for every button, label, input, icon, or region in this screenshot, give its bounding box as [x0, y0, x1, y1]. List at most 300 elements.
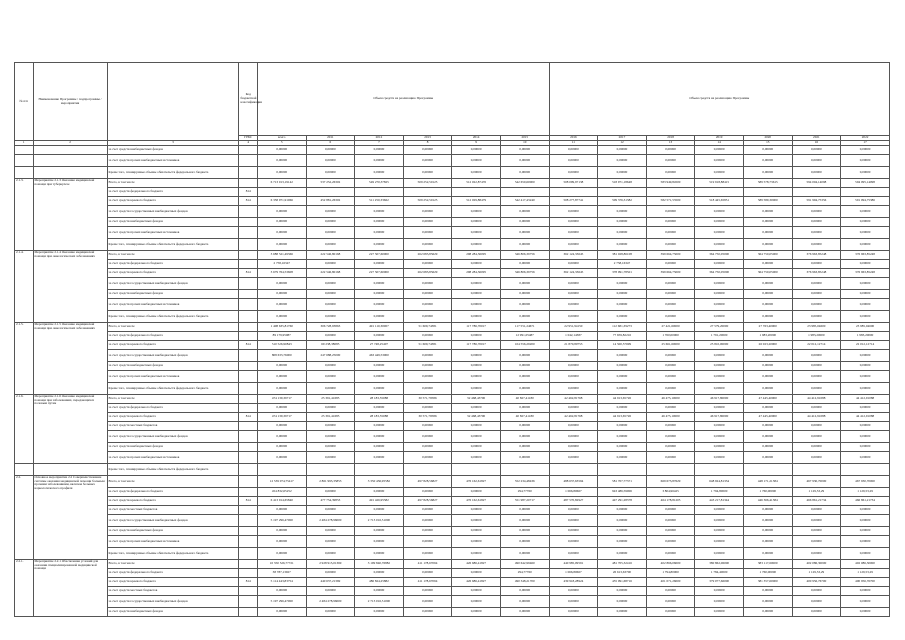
grbs-code: [239, 569, 258, 578]
amount-cell: 0,00000: [403, 290, 452, 299]
header-col-code-sub: ГРБС: [239, 136, 258, 141]
amount-cell: 0,00000: [452, 332, 501, 341]
amount-cell: 0,00000: [306, 527, 355, 536]
amount-cell: 0,00000: [598, 383, 647, 395]
amount-cell: 452 881,26302: [306, 197, 355, 206]
grbs-code: [239, 515, 258, 527]
amount-cell: 0,00000: [743, 404, 792, 413]
amount-cell: 509 252,50125: [403, 179, 452, 188]
amount-cell: 0,00000: [549, 290, 598, 299]
amount-cell: 0,00000: [403, 431, 452, 443]
amount-cell: 0,00000: [792, 596, 841, 608]
amount-cell: 0,00000: [403, 362, 452, 371]
amount-cell: 508 099,97138: [549, 179, 598, 188]
amount-cell: 0,00000: [452, 608, 501, 617]
amount-cell: 0,00000: [646, 290, 695, 299]
amount-cell: 402 086,30000: [841, 560, 890, 569]
amount-cell: 46 475,10000: [646, 395, 695, 404]
amount-cell: 0,00000: [841, 362, 890, 371]
amount-cell: 51 609,74381: [403, 341, 452, 350]
measure-name: [33, 146, 107, 155]
amount-cell: 0,00000: [695, 362, 744, 371]
amount-cell: 0,00000: [549, 587, 598, 596]
amount-cell: [792, 464, 841, 476]
amount-cell: 0,00000: [841, 431, 890, 443]
amount-cell: 10 350 526,77721: [257, 560, 306, 569]
amount-cell: 2 713 016,51000: [355, 596, 404, 608]
amount-cell: 443 217,81344: [695, 497, 744, 506]
amount-cell: 0,00000: [452, 311, 501, 323]
amount-cell: 510 526,90843: [257, 341, 306, 350]
amount-cell: 1 794,80000: [646, 569, 695, 578]
header-group-left: Объем средств на реализацию Программы: [257, 63, 549, 136]
amount-cell: 0,00000: [403, 515, 452, 527]
amount-cell: 0,00000: [403, 443, 452, 452]
amount-cell: 0,00000: [500, 527, 549, 536]
amount-cell: 0,00000: [500, 260, 549, 269]
amount-cell: 0,00000: [743, 587, 792, 596]
amount-cell: 0,00000: [549, 536, 598, 548]
amount-cell: 0,00000: [500, 608, 549, 617]
amount-cell: 0,00000: [841, 311, 890, 323]
amount-cell: 247 688,25000: [306, 350, 355, 362]
amount-cell: 488 637,63594: [549, 476, 598, 488]
amount-cell: [500, 464, 549, 476]
amount-cell: 0,00000: [743, 290, 792, 299]
funding-source: за счет средств федерального бюджета: [107, 569, 239, 578]
amount-cell: 0,00000: [841, 422, 890, 431]
amount-cell: 0,00000: [500, 422, 549, 431]
amount-cell: 0,00000: [841, 452, 890, 464]
amount-cell: 0,00000: [695, 548, 744, 560]
amount-cell: 22 012,12714: [792, 341, 841, 350]
amount-cell: [841, 464, 890, 476]
amount-cell: 0,00000: [500, 239, 549, 251]
amount-cell: 411 178,67094: [403, 578, 452, 587]
amount-cell: 12 539 074,75417: [257, 476, 306, 488]
amount-cell: 467 930,70000: [792, 476, 841, 488]
amount-cell: 0,00000: [792, 146, 841, 155]
amount-cell: 0,00000: [695, 587, 744, 596]
table-row: [15, 323, 890, 332]
amount-cell: 0,00000: [792, 383, 841, 395]
amount-cell: 0,00000: [743, 350, 792, 362]
amount-cell: 402 086,30000: [792, 560, 841, 569]
amount-cell: 0,00000: [598, 548, 647, 560]
amount-cell: 0,00000: [500, 206, 549, 218]
amount-cell: 455 091,68716: [598, 578, 647, 587]
amount-cell: 32 468,43700: [452, 395, 501, 404]
amount-cell: 0,00000: [452, 155, 501, 167]
amount-cell: 0,00000: [452, 218, 501, 227]
amount-cell: 542 417,43240: [500, 197, 549, 206]
grbs-code: [239, 146, 258, 155]
amount-cell: 440 985,09591: [549, 560, 598, 569]
amount-cell: 0,00000: [500, 515, 549, 527]
amount-cell: 0,00000: [646, 506, 695, 515]
amount-cell: 1 794,80000: [695, 488, 744, 497]
funding-source: за счет средств прочих внебюджетных источников: [107, 155, 239, 167]
header-col-index: 13: [646, 141, 695, 146]
amount-cell: 381 028,86108: [598, 251, 647, 260]
amount-cell: 467 930,70000: [841, 476, 890, 488]
amount-cell: 0,00000: [695, 218, 744, 227]
amount-cell: 0,00000: [500, 371, 549, 383]
grbs-code: [239, 443, 258, 452]
header-col-index: 8: [403, 141, 452, 146]
amount-cell: 0,00000: [646, 383, 695, 395]
grbs-code: 814: [239, 578, 258, 587]
amount-cell: 0,00000: [452, 371, 501, 383]
amount-cell: 0,00000: [549, 278, 598, 290]
amount-cell: 0,00000: [598, 299, 647, 311]
amount-cell: 0,00000: [646, 431, 695, 443]
amount-cell: 1 129,53,29: [792, 488, 841, 497]
grbs-code: [239, 179, 258, 188]
amount-cell: 0,00000: [500, 596, 549, 608]
table-row: [15, 383, 890, 395]
amount-cell: 364 750,05000: [743, 251, 792, 260]
amount-cell: 0,00000: [257, 290, 306, 299]
amount-cell: 497 828,56827: [403, 476, 452, 488]
grbs-code: [239, 395, 258, 404]
amount-cell: 2 928 915,01369: [306, 560, 355, 569]
amount-cell: 426 686,41827: [452, 578, 501, 587]
amount-cell: 222 546,80168: [306, 251, 355, 260]
amount-cell: 0,00000: [452, 227, 501, 239]
funding-source: за счет средств государственных внебюджетных фондов: [107, 431, 239, 443]
table-row: [15, 146, 890, 155]
amount-cell: 476 162,61827: [452, 497, 501, 506]
amount-cell: 542 650,60000: [500, 179, 549, 188]
amount-cell: 47 445,40000: [743, 413, 792, 422]
amount-cell: 402 866,06000: [646, 560, 695, 569]
amount-cell: 0,00000: [257, 608, 306, 617]
grbs-code: 814: [239, 413, 258, 422]
amount-cell: 0,00000: [500, 155, 549, 167]
amount-cell: 0,00000: [792, 362, 841, 371]
amount-cell: [646, 188, 695, 197]
funding-source: Кроме того, планируемые объемы обязательств федерального бюджета: [107, 464, 239, 476]
funding-source: Кроме того, планируемые объемы обязательств федерального бюджета: [107, 548, 239, 560]
grbs-code: [239, 167, 258, 179]
amount-cell: 0,00000: [306, 239, 355, 251]
amount-cell: 1 129,53,29: [841, 488, 890, 497]
amount-cell: 0,00000: [403, 260, 452, 269]
amount-cell: 0,00000: [306, 404, 355, 413]
amount-cell: 0,00000: [306, 383, 355, 395]
amount-cell: 0,00000: [598, 146, 647, 155]
amount-cell: 0,00000: [695, 239, 744, 251]
amount-cell: 0,00000: [743, 206, 792, 218]
amount-cell: 0,00000: [257, 404, 306, 413]
funding-source: за счет средств федерального бюджета: [107, 404, 239, 413]
amount-cell: 511 250,33662: [355, 197, 404, 206]
amount-cell: 27 579,20000: [695, 323, 744, 332]
funding-source: за счет средств внебюджетных фондов: [107, 608, 239, 617]
grbs-code: [239, 431, 258, 443]
amount-cell: 0,00000: [500, 452, 549, 464]
grbs-code: [239, 608, 258, 617]
grbs-code: 814: [239, 269, 258, 278]
amount-cell: 0,00000: [355, 362, 404, 371]
amount-cell: 0,00000: [452, 404, 501, 413]
amount-cell: 1 760,00000: [743, 488, 792, 497]
amount-cell: 0,00000: [646, 299, 695, 311]
amount-cell: 6 713 013,19142: [257, 179, 306, 188]
header-col-index: 7: [355, 141, 404, 146]
amount-cell: 0,00000: [646, 278, 695, 290]
amount-cell: 0,00000: [403, 350, 452, 362]
amount-cell: 0,00000: [355, 227, 404, 239]
amount-cell: 0,00000: [695, 167, 744, 179]
amount-cell: 3 350 436,95582: [355, 476, 404, 488]
amount-cell: 0,00000: [598, 227, 647, 239]
amount-cell: 27 748,25407: [355, 341, 404, 350]
amount-cell: 0,00000: [598, 311, 647, 323]
funding-source: за счет средств федерального бюджета: [107, 188, 239, 197]
amount-cell: 0,00000: [598, 290, 647, 299]
funding-source: за счет средств внебюджетных фондов: [107, 290, 239, 299]
amount-cell: 0,00000: [403, 167, 452, 179]
amount-cell: 591 094,75386: [841, 197, 890, 206]
amount-cell: 0,00000: [500, 362, 549, 371]
amount-cell: 383 117,60000: [743, 560, 792, 569]
amount-cell: 0,00000: [452, 443, 501, 452]
table-row: [15, 431, 890, 443]
amount-cell: 0,00000: [500, 506, 549, 515]
funding-source: за счет средств внебюджетных фондов: [107, 443, 239, 452]
amount-cell: 0,00000: [306, 587, 355, 596]
amount-cell: 0,00000: [695, 371, 744, 383]
amount-cell: 44 913,65726: [598, 413, 647, 422]
table-row: [15, 497, 890, 506]
amount-cell: 0,00000: [695, 299, 744, 311]
amount-cell: 0,00000: [743, 596, 792, 608]
amount-cell: 0,00000: [306, 227, 355, 239]
amount-cell: [743, 464, 792, 476]
amount-cell: 490 642,99460: [500, 560, 549, 569]
grbs-code: [239, 227, 258, 239]
table-row: [15, 278, 890, 290]
amount-cell: 46 917,80000: [695, 413, 744, 422]
header-year: 2013: [403, 136, 452, 141]
amount-cell: 0,00000: [500, 146, 549, 155]
amount-cell: 0,00000: [841, 239, 890, 251]
amount-cell: 0,00000: [646, 596, 695, 608]
amount-cell: 2 758,16347: [598, 260, 647, 269]
amount-cell: 0,00000: [792, 548, 841, 560]
amount-cell: 0,00000: [549, 371, 598, 383]
amount-cell: 0,00000: [743, 167, 792, 179]
amount-cell: 0,00000: [403, 227, 452, 239]
amount-cell: [646, 464, 695, 476]
amount-cell: 466 861,21734: [792, 497, 841, 506]
amount-cell: 0,00000: [355, 206, 404, 218]
amount-cell: 0,00000: [598, 371, 647, 383]
amount-cell: 1 760,00000: [743, 569, 792, 578]
amount-cell: 0,00000: [695, 515, 744, 527]
amount-cell: 0,00000: [549, 608, 598, 617]
amount-cell: 474 139,39717: [257, 395, 306, 404]
funding-source: за счет средств местных бюджетов: [107, 506, 239, 515]
table-row: [15, 332, 890, 341]
funding-source: за счет средств краевого бюджета: [107, 269, 239, 278]
amount-cell: 0,00000: [355, 278, 404, 290]
amount-cell: 0,00000: [452, 278, 501, 290]
table-row: [15, 179, 890, 188]
amount-cell: 0,00000: [841, 548, 890, 560]
amount-cell: 117 786,70017: [452, 341, 501, 350]
amount-cell: 0,00000: [598, 404, 647, 413]
header-col-index: 15: [743, 141, 792, 146]
funding-source: за счет средств внебюджетных фондов: [107, 362, 239, 371]
amount-cell: 364 750,05000: [695, 251, 744, 260]
amount-cell: 0,00000: [549, 260, 598, 269]
amount-cell: 0,00000: [355, 404, 404, 413]
amount-cell: 0,00000: [355, 431, 404, 443]
amount-cell: 0,00000: [598, 431, 647, 443]
amount-cell: 5 197 296,47000: [257, 515, 306, 527]
amount-cell: 0,00000: [500, 431, 549, 443]
row-number: [15, 155, 34, 167]
header-col-index: 16: [792, 141, 841, 146]
funding-source: за счет средств федерального бюджета: [107, 260, 239, 269]
amount-cell: 42 462,81768: [549, 395, 598, 404]
amount-cell: 0,00000: [695, 536, 744, 548]
amount-cell: 0,00000: [403, 527, 452, 536]
amount-cell: 0,00000: [841, 260, 890, 269]
amount-cell: 0,00000: [646, 227, 695, 239]
amount-cell: 0,00000: [306, 146, 355, 155]
amount-cell: 306 728,93863: [306, 323, 355, 332]
amount-cell: 0,00000: [306, 332, 355, 341]
amount-cell: 6 413 914,65840: [257, 497, 306, 506]
table-row: [15, 341, 890, 350]
header-year: 2016: [549, 136, 598, 141]
row-number: [15, 167, 34, 179]
amount-cell: 0,00000: [306, 155, 355, 167]
grbs-code: 814: [239, 197, 258, 206]
measure-name: [33, 155, 107, 167]
amount-cell: 447 291,28378: [598, 497, 647, 506]
amount-cell: 0,00000: [792, 299, 841, 311]
amount-cell: 381 357,60000: [743, 578, 792, 587]
amount-cell: 0,00000: [355, 536, 404, 548]
amount-cell: 591 994,75356: [792, 197, 841, 206]
row-number: 2.1.6.: [15, 395, 34, 464]
amount-cell: 0,00000: [500, 227, 549, 239]
header-year: 2022: [841, 136, 890, 141]
grbs-code: [239, 350, 258, 362]
amount-cell: 2 758,16347: [257, 260, 306, 269]
amount-cell: 0,00000: [598, 362, 647, 371]
amount-cell: 0,00000: [403, 206, 452, 218]
amount-cell: 581 707,77371: [598, 476, 647, 488]
amount-cell: 0,00000: [500, 443, 549, 452]
header-col-code: Код бюджетной классификации: [239, 63, 258, 136]
amount-cell: 376 963,85248: [792, 251, 841, 260]
table-row: [15, 197, 890, 206]
amount-cell: 0,00000: [646, 371, 695, 383]
amount-cell: 0,00000: [355, 527, 404, 536]
amount-cell: 0,00000: [792, 506, 841, 515]
amount-cell: 294,77760: [500, 488, 549, 497]
table-row: [15, 488, 890, 497]
amount-cell: 0,00000: [549, 431, 598, 443]
amount-cell: 0,00000: [792, 404, 841, 413]
funding-source: за счет средств федерального бюджета: [107, 488, 239, 497]
amount-cell: 0,00000: [257, 422, 306, 431]
amount-cell: 0,00000: [549, 506, 598, 515]
amount-cell: 0,00000: [403, 371, 452, 383]
amount-cell: 0,00000: [646, 404, 695, 413]
amount-cell: 519 918,88415: [695, 179, 744, 188]
amount-cell: 0,00000: [306, 371, 355, 383]
amount-cell: 0,00000: [257, 371, 306, 383]
amount-cell: 0,00000: [500, 404, 549, 413]
amount-cell: 0,00000: [452, 290, 501, 299]
amount-cell: 0,00000: [792, 527, 841, 536]
amount-cell: 0,00000: [598, 239, 647, 251]
amount-cell: 0,00000: [695, 383, 744, 395]
amount-cell: 943 486,59006: [598, 488, 647, 497]
amount-cell: [257, 464, 306, 476]
amount-cell: 0,00000: [743, 146, 792, 155]
amount-cell: 0,00000: [743, 311, 792, 323]
table-row: [15, 260, 890, 269]
amount-cell: 0,00000: [452, 383, 501, 395]
header-col-index: 14: [695, 141, 744, 146]
grbs-code: [239, 548, 258, 560]
amount-cell: 0,00000: [549, 362, 598, 371]
amount-cell: 1 983,20000: [743, 332, 792, 341]
table-row: [15, 206, 890, 218]
measure-name: Мероприятие 2.1.4 Оказание медицинской помощи при онкологических заболеваниях: [33, 251, 107, 323]
header-year: 2014: [452, 136, 501, 141]
amount-cell: 0,00000: [646, 167, 695, 179]
row-number: [15, 146, 34, 155]
amount-cell: 3 679 764,53608: [257, 269, 306, 278]
amount-cell: 376 963,85248: [841, 251, 890, 260]
table-row: [15, 311, 890, 323]
amount-cell: 2 861 993,35853: [306, 476, 355, 488]
amount-cell: 0,00000: [257, 155, 306, 167]
amount-cell: 582 571,53500: [646, 197, 695, 206]
amount-cell: 0,00000: [306, 506, 355, 515]
amount-cell: 0,00000: [792, 422, 841, 431]
amount-cell: 0,00000: [598, 218, 647, 227]
grbs-code: [239, 206, 258, 218]
table-row: [15, 251, 890, 260]
table-row: [15, 422, 890, 431]
amount-cell: 42 462,81768: [549, 413, 598, 422]
grbs-code: [239, 290, 258, 299]
amount-cell: 0,00000: [549, 452, 598, 464]
amount-cell: 0,00000: [743, 608, 792, 617]
grbs-code: [239, 155, 258, 167]
amount-cell: [695, 188, 744, 197]
header-year: 2012: [355, 136, 404, 141]
amount-cell: 0,00000: [257, 536, 306, 548]
table-row: [15, 608, 890, 617]
amount-cell: 0,00000: [355, 422, 404, 431]
grbs-code: [239, 278, 258, 290]
table-row: [15, 239, 890, 251]
amount-cell: 0,00000: [841, 371, 890, 383]
amount-cell: 0,00000: [452, 587, 501, 596]
amount-cell: 77 659,82216: [598, 332, 647, 341]
